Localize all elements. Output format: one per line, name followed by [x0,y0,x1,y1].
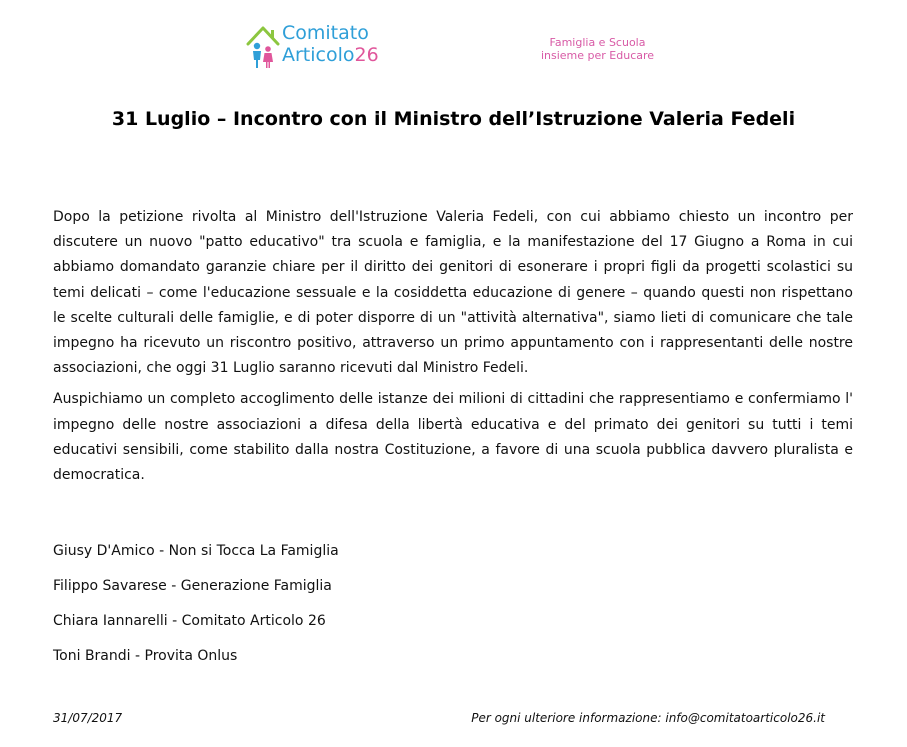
footer-date: 31/07/2017 [53,711,123,725]
tagline [515,36,680,62]
logo-line2: Articolo26 [282,44,379,66]
signatures [53,541,553,681]
letterhead [0,0,907,80]
paragraph: Dopo la petizione rivolta al Ministro dell'Istruzione Valeria Fedeli, con cui abbiamo chiesto un incontro per discutere un nuovo "patto educativo" tra scuola e famiglia, e la manifestazione del 17 Giugno a Roma in cui abbiamo domandato garanzie chiare per il diritto dei genitori di esonerare i propri figli da progetti scolastici su temi delicati – come l'educazione sessuale e la cosiddetta educazione di genere – quando questi non rispettano le scelte culturali delle famiglie, e di poter disporre di un "attività alternativa", siamo lieti di comunicare che tale impegno ha ricevuto un riscontro positivo, attraverso un primo appuntamento con i rappresentanti delle nostre associazioni, che oggi 31 Luglio saranno ricevuti dal Ministro Fedeli. [53,209,853,377]
comitato-articolo26-logo [246,22,421,72]
signature-line: Filippo Savarese - Generazione Famiglia [53,578,332,594]
tagline-line1: Famiglia e Scuola [549,36,646,49]
footer-contact-info: Per ogni ulteriore informazione: info@comitatoarticolo26.it [471,711,825,725]
house-family-icon [246,22,282,70]
signature-line: Giusy D'Amico - Non si Tocca La Famiglia [53,543,339,559]
signature-line: Toni Brandi - Provita Onlus [53,648,238,664]
document-body [53,205,853,494]
signature-line: Chiara Iannarelli - Comitato Articolo 26 [53,613,326,629]
document-title: 31 Luglio – Incontro con il Ministro dell’Istruzione Valeria Fedeli [111,108,796,130]
paragraph: Auspichiamo un completo accoglimento delle istanze dei milioni di cittadini che rappresentiamo e confermiamo l' impegno delle nostre associazioni a difesa della libertà educativa e del primato dei genitori su tutti i temi educativi sensibili, come stabilito dalla nostra Costituzione, a favore di una scuola pubblica davvero pluralista e democratica. [53,391,853,484]
logo-line1: Comitato [282,22,369,44]
tagline-line2: insieme per Educare [540,49,655,62]
